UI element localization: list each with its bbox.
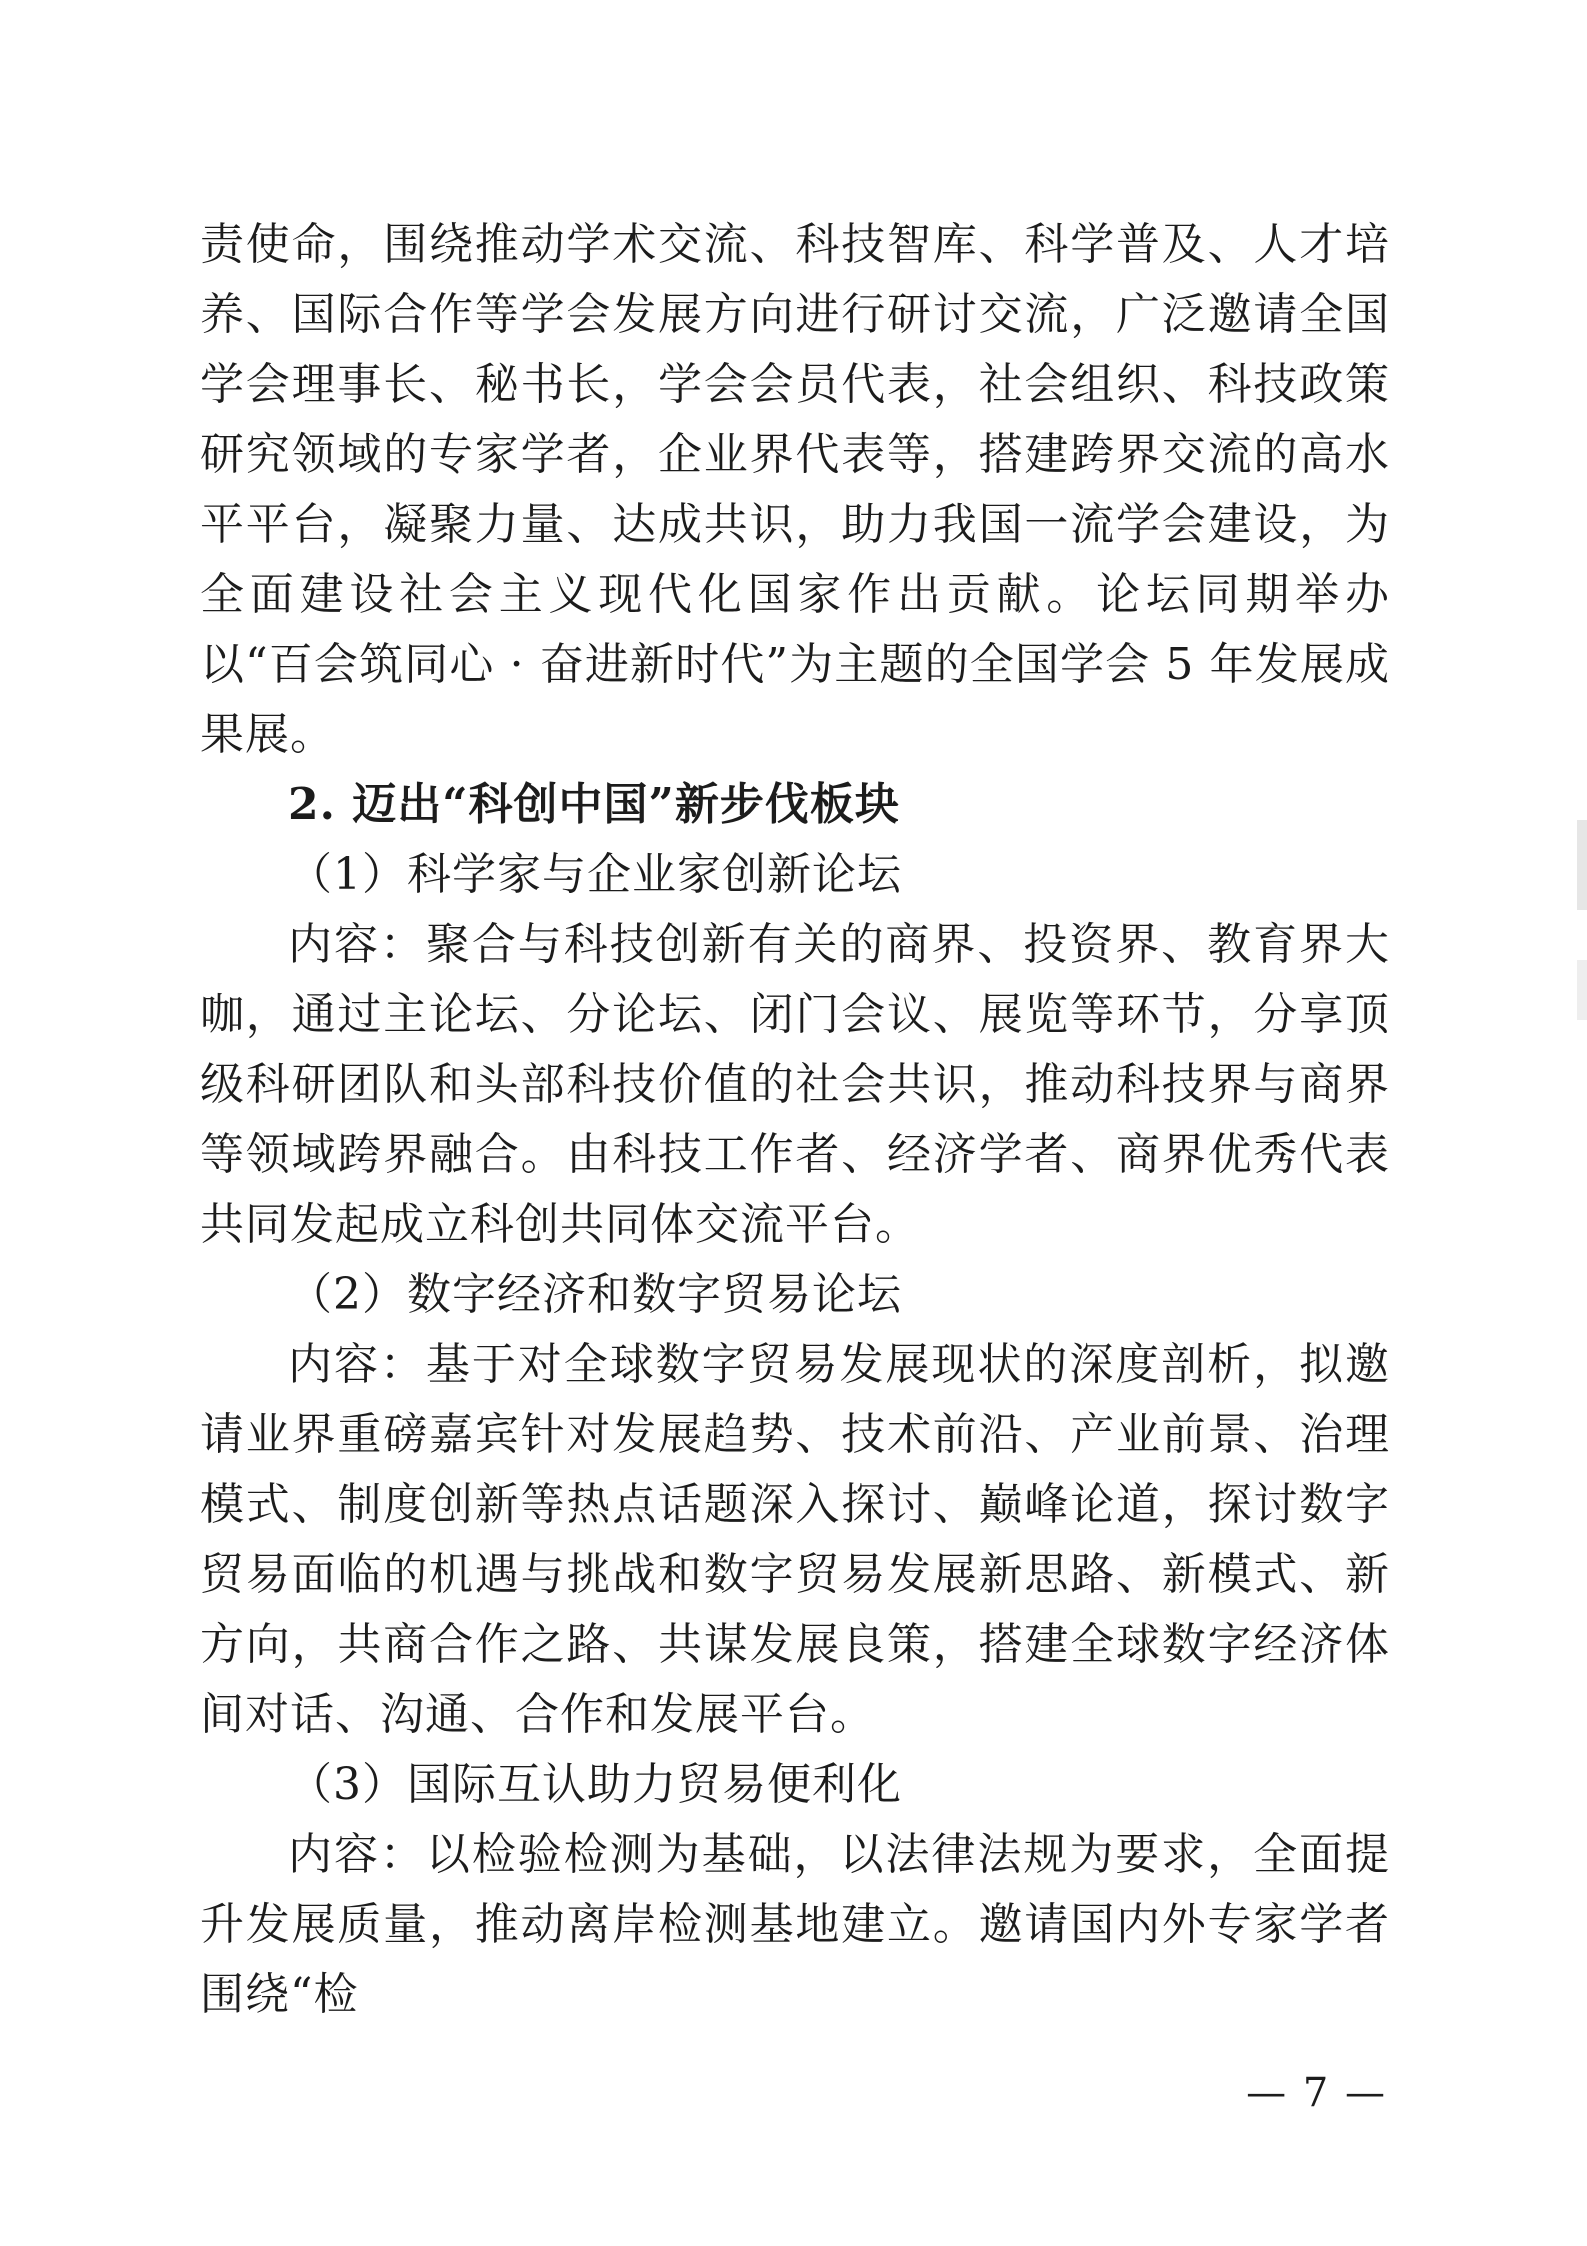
page-number: — 7 — [1246,2070,1387,2116]
scan-edge-mark [1577,820,1587,910]
subheading-2: （2）数字经济和数字贸易论坛 [288,1269,902,1320]
document-body [200,210,1390,2030]
paragraph-continuation: 责使命，围绕推动学术交流、科技智库、科学普及、人才培养、国际合作等学会发展方向进行研讨交流，广泛邀请全国学会理事长、秘书长，学会会员代表，社会组织、科技政策研究领域的专家学者，企业界代表等，搭建跨界交流的高水平平台，凝聚力量、达成共识，助力我国一流学会建设，为全面建设社会主义现代化国家作出贡献。论坛同期举办以“百会筑同心 · 奋进新时代”为主题的全国学会 5 年发展成果展。 [200,219,1390,760]
subheading-1: （1）科学家与企业家创新论坛 [288,849,902,900]
scan-edge-mark [1577,960,1587,1020]
subheading-3: （3）国际互认助力贸易便利化 [288,1759,902,1810]
paragraph-content-2: 内容：基于对全球数字贸易发展现状的深度剖析，拟邀请业界重磅嘉宾针对发展趋势、技术前沿、产业前景、治理模式、制度创新等热点话题深入探讨、巅峰论道，探讨数字贸易面临的机遇与挑战和数字贸易发展新思路、新模式、新方向，共商合作之路、共谋发展良策，搭建全球数字经济体间对话、沟通、合作和发展平台。 [200,1339,1390,1740]
paragraph-content-1: 内容：聚合与科技创新有关的商界、投资界、教育界大咖，通过主论坛、分论坛、闭门会议、展览等环节，分享顶级科研团队和头部科技价值的社会共识，推动科技界与商界等领域跨界融合。由科技工作者、经济学者、商界优秀代表共同发起成立科创共同体交流平台。 [200,919,1390,1250]
paragraph-content-3: 内容：以检验检测为基础，以法律法规为要求，全面提升发展质量，推动离岸检测基地建立。邀请国内外专家学者围绕“检 [200,1829,1390,2020]
section-heading: 2. 迈出“科创中国”新步伐板块 [288,779,900,830]
